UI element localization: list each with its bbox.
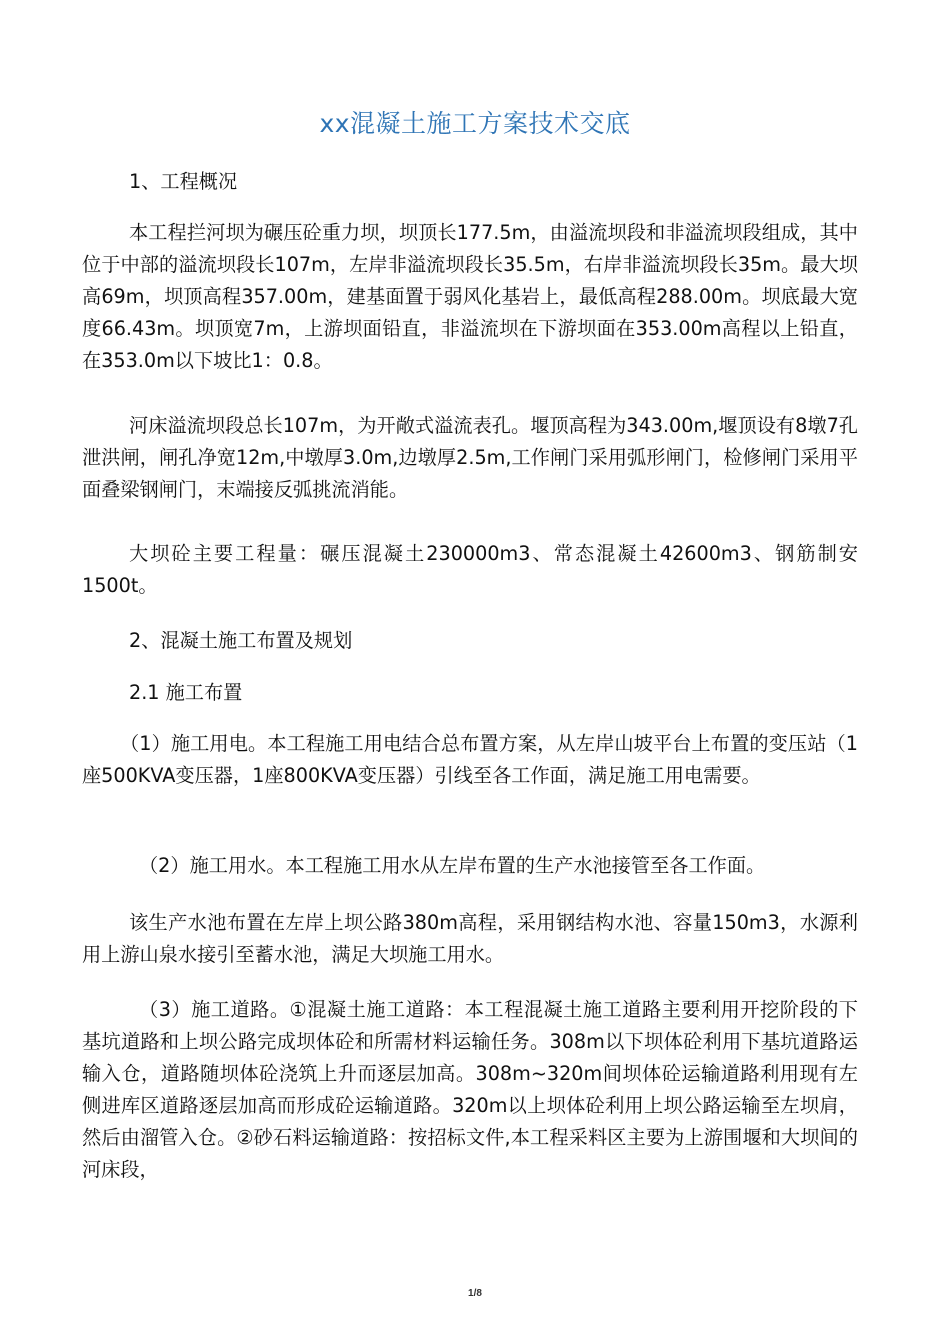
paragraph-quantities: 大坝砼主要工程量：碾压混凝土230000m3、常态混凝土42600m3、钢筋制安1500t。 [82, 542, 858, 597]
page-number: 1/8 [468, 1288, 482, 1299]
paragraph-roads: （3）施工道路。①混凝土施工道路：本工程混凝土施工道路主要利用开挖阶段的下基坑道路和上坝公路完成坝体砼和所需材料运输任务。308m以下坝体砼利用下基坑道路运输入仓，道路随坝体砼浇筑上升而逐层加高。308m~320m间坝体砼运输道路利用现有左侧进库区道路逐层加高而形成砼运输道路。320m以上坝体砼利用上坝公路运输至左坝肩，然后由溜管入仓。②砂石料运输道路：按招标文件,本工程采料区主要为上游围堰和大坝间的河床段， [82, 998, 858, 1181]
paragraph-water-supply: （2）施工用水。本工程施工用水从左岸布置的生产水池接管至各工作面。 [139, 854, 766, 877]
paragraph-spillway: 河床溢流坝段总长107m，为开敞式溢流表孔。堰顶高程为343.00m,堰顶设有8墩7孔泄洪闸，闸孔净宽12m,中墩厚3.0m,边墩厚2.5m,工作闸门采用弧形闸门，检修闸门采用平面叠梁钢闸门，末端接反弧挑流消能。 [82, 414, 858, 501]
paragraph-water-pool: 该生产水池布置在左岸上坝公路380m高程，采用钢结构水池、容量150m3，水源利用上游山泉水接引至蓄水池，满足大坝施工用水。 [82, 911, 858, 966]
document-title: xx混凝土施工方案技术交底 [319, 109, 631, 138]
section-heading-1: 1、工程概况 [129, 170, 238, 193]
section-heading-2: 2、混凝土施工布置及规划 [129, 629, 353, 652]
paragraph-project-overview: 本工程拦河坝为碾压砼重力坝，坝顶长177.5m，由溢流坝段和非溢流坝段组成，其中位于中部的溢流坝段长107m，左岸非溢流坝段长35.5m，右岸非溢流坝段长35m。最大坝高69m，坝顶高程357.00m，建基面置于弱风化基岩上，最低高程288.00m。坝底最大宽度66.43m。坝顶宽7m，上游坝面铅直，非溢流坝在下游坝面在353.00m高程以上铅直，在353.0m以下坡比1：0.8。 [82, 221, 858, 372]
paragraph-power-supply: （1）施工用电。本工程施工用电结合总布置方案，从左岸山坡平台上布置的变压站（1座500KVA变压器，1座800KVA变压器）引线至各工作面，满足施工用电需要。 [82, 732, 858, 787]
section-heading-2-1: 2.1 施工布置 [129, 681, 243, 704]
